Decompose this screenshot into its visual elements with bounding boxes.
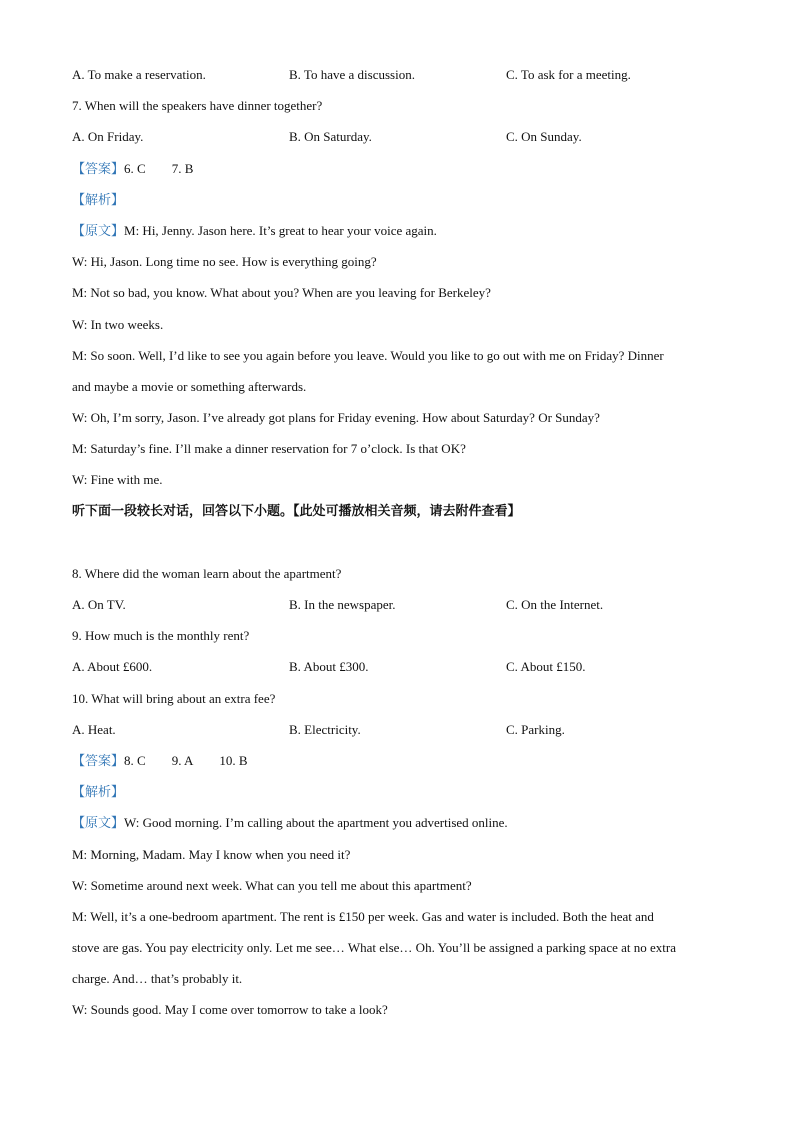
- q6-option-b: B. To have a discussion.: [289, 67, 415, 82]
- q9-option-b: B. About £300.: [289, 659, 369, 675]
- q7-option-c: C. On Sunday.: [506, 129, 582, 145]
- q8-options: [72, 596, 732, 614]
- q7-option-b: B. On Saturday.: [289, 129, 372, 145]
- q10-option-a: A. Heat.: [72, 721, 116, 737]
- answer-label: 【答案】: [72, 161, 125, 177]
- transcript-1-line-1: W: Hi, Jason. Long time no see. How is everything going?: [72, 254, 377, 270]
- transcript-1-line-6: W: Oh, I’m sorry, Jason. I’ve already got plans for Friday evening. How about Saturday? Or Sunday?: [72, 410, 600, 426]
- transcript-1-line-4: M: So soon. Well, I’d like to see you again before you leave. Would you like to go out with me on Friday? Dinner: [72, 347, 664, 363]
- answer-10: 10. B: [219, 752, 248, 768]
- q9-option-c: C. About £150.: [506, 659, 586, 675]
- transcript-1-line-8: W: Fine with me.: [72, 472, 163, 488]
- answer-7: 7. B: [171, 160, 194, 176]
- analysis-line-1: [72, 191, 732, 209]
- transcript-1-line-0: [72, 222, 732, 240]
- transcript-1-line-3: W: In two weeks.: [72, 316, 164, 332]
- spacer: [72, 534, 732, 565]
- q6-option-a: A. To make a reservation.: [72, 67, 206, 82]
- answer-9: 9. A: [171, 752, 194, 768]
- analysis-label: 【解析】: [72, 785, 125, 801]
- q8-question: 8. Where did the woman learn about the apartment?: [72, 565, 342, 581]
- q8-option-a: A. On TV.: [72, 597, 126, 612]
- q10-question: 10. What will bring about an extra fee?: [72, 690, 276, 706]
- transcript-2-line-3: M: Well, it’s a one-bedroom apartment. The rent is £150 per week. Gas and water is included. Both the heat and: [72, 908, 654, 924]
- transcript-1-line-2: M: Not so bad, you know. What about you? When are you leaving for Berkeley?: [72, 285, 491, 301]
- transcript-2-line-4: stove are gas. You pay electricity only. Let me see… What else… Oh. You’ll be assigned a parking space at no extra: [72, 940, 676, 956]
- q6-options: [72, 66, 732, 84]
- q7-question: 7. When will the speakers have dinner together?: [72, 98, 323, 114]
- transcript-2-line-1: M: Morning, Madam. May I know when you need it?: [72, 846, 351, 862]
- transcript-2-line-2: W: Sometime around next week. What can you tell me about this apartment?: [72, 877, 472, 893]
- transcript-2-line-6: W: Sounds good. May I come over tomorrow to take a look?: [72, 1002, 388, 1018]
- transcript-label: 【原文】: [72, 816, 125, 832]
- q6-option-c: C. To ask for a meeting.: [506, 67, 631, 82]
- transcript-1-line-7: M: Saturday’s fine. I’ll make a dinner reservation for 7 o’clock. Is that OK?: [72, 441, 466, 457]
- q9-question: 9. How much is the monthly rent?: [72, 628, 250, 644]
- answer-6: 6. C: [124, 160, 146, 176]
- answer-label: 【答案】: [72, 753, 125, 769]
- transcript-1-line-5: and maybe a movie or something afterwards.: [72, 378, 307, 394]
- transcript-2-line-0: [72, 814, 732, 832]
- q7-options: [72, 128, 732, 146]
- analysis-label: 【解析】: [72, 192, 125, 208]
- listening-instruction: 听下面一段较长对话，回答以下小题。【此处可播放相关音频，请去附件查看】: [72, 503, 521, 519]
- q7-option-a: A. On Friday.: [72, 129, 144, 145]
- transcript-text: M: Hi, Jenny. Jason here. It’s great to hear your voice again.: [124, 222, 437, 238]
- q8-option-b: B. In the newspaper.: [289, 597, 396, 612]
- analysis-line-2: [72, 783, 732, 801]
- q10-option-c: C. Parking.: [506, 721, 565, 737]
- answer-line-1: [72, 160, 732, 178]
- q10-option-b: B. Electricity.: [289, 721, 361, 737]
- transcript-label: 【原文】: [72, 223, 125, 239]
- q9-option-a: A. About £600.: [72, 659, 153, 675]
- q8-option-c: C. On the Internet.: [506, 597, 604, 612]
- answer-line-2: [72, 752, 732, 770]
- transcript-text: W: Good morning. I’m calling about the apartment you advertised online.: [124, 815, 508, 831]
- answer-8: 8. C: [124, 752, 146, 768]
- q9-options: [72, 658, 732, 676]
- transcript-2-line-5: charge. And… that’s probably it.: [72, 971, 243, 987]
- document-page: [72, 66, 732, 1033]
- q10-options: [72, 721, 732, 739]
